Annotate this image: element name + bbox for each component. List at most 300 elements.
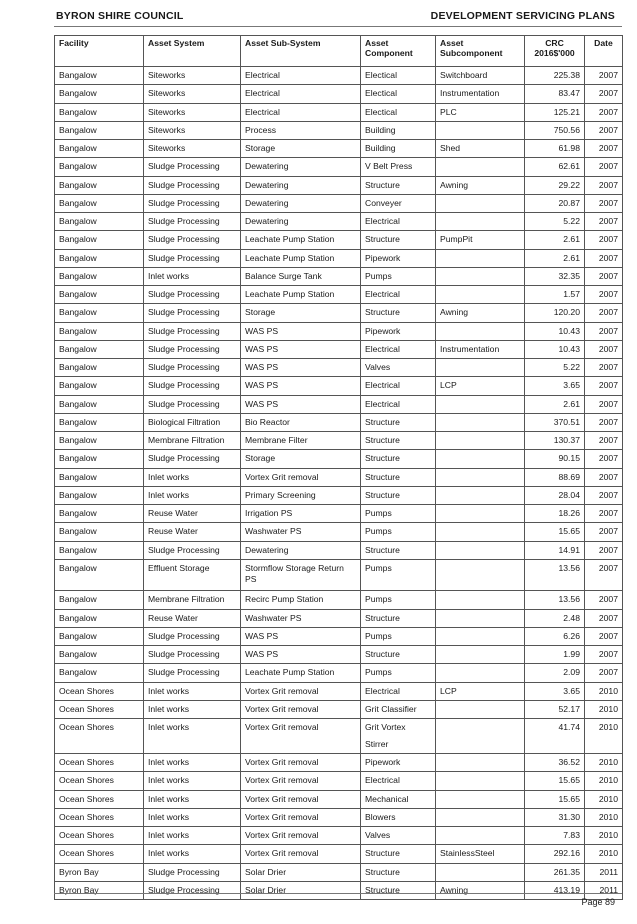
page-number: Page 89: [581, 897, 615, 907]
facility-cell: Ocean Shores: [55, 772, 144, 790]
date-cell: 2007: [585, 432, 623, 450]
table-row: [55, 863, 623, 881]
crc-cell: 7.83: [525, 827, 585, 845]
date-cell: 2010: [585, 845, 623, 863]
header-label: Subcomponent: [440, 47, 503, 58]
asset-system-cell: Inlet works: [144, 790, 241, 808]
date-cell: 2010: [585, 827, 623, 845]
col-facility-header: [55, 36, 144, 67]
table-row: [55, 827, 623, 845]
asset-component-cell: Electrical: [361, 213, 436, 231]
col-asset-subcomponent-header: [436, 36, 525, 67]
table-row: [55, 468, 623, 486]
asset-subcomponent-cell: [436, 322, 525, 340]
asset-component-cell: Structure: [361, 863, 436, 881]
date-cell: 2007: [585, 523, 623, 541]
date-cell: 2007: [585, 304, 623, 322]
table-row: [55, 700, 623, 718]
date-cell: 2010: [585, 772, 623, 790]
asset-sub-system-cell: Washwater PS: [241, 523, 361, 541]
table-row: [55, 881, 623, 899]
asset-subcomponent-cell: [436, 808, 525, 826]
table-row: [55, 719, 623, 754]
table-row: [55, 790, 623, 808]
date-cell: 2010: [585, 808, 623, 826]
asset-component-cell: Structure: [361, 468, 436, 486]
asset-component-cell: Structure: [361, 176, 436, 194]
facility-cell: Bangalow: [55, 609, 144, 627]
asset-sub-system-cell: Stormflow Storage Return PS: [241, 559, 361, 591]
asset-component-cell: Blowers: [361, 808, 436, 826]
date-cell: 2007: [585, 377, 623, 395]
asset-system-cell: Inlet works: [144, 267, 241, 285]
crc-cell: 62.61: [525, 158, 585, 176]
facility-cell: Bangalow: [55, 486, 144, 504]
crc-cell: 13.56: [525, 591, 585, 609]
col-date-header: [585, 36, 623, 67]
crc-cell: 1.57: [525, 286, 585, 304]
asset-system-cell: Sludge Processing: [144, 213, 241, 231]
crc-cell: 292.16: [525, 845, 585, 863]
asset-system-cell: Effluent Storage: [144, 559, 241, 591]
asset-subcomponent-cell: Instrumentation: [436, 85, 525, 103]
asset-component-cell: Structure: [361, 486, 436, 504]
crc-cell: 3.65: [525, 377, 585, 395]
asset-sub-system-cell: Electrical: [241, 85, 361, 103]
crc-cell: 18.26: [525, 505, 585, 523]
facility-cell: Bangalow: [55, 267, 144, 285]
asset-subcomponent-cell: [436, 664, 525, 682]
table-row: [55, 450, 623, 468]
asset-component-cell: Electrical: [361, 772, 436, 790]
table-row: [55, 103, 623, 121]
asset-sub-system-cell: Membrane Filter: [241, 432, 361, 450]
header-label: 2016$'000: [534, 47, 575, 58]
asset-system-cell: Inlet works: [144, 682, 241, 700]
asset-component-cell: Structure: [361, 541, 436, 559]
facility-cell: Bangalow: [55, 664, 144, 682]
date-cell: 2007: [585, 322, 623, 340]
table-row: [55, 267, 623, 285]
date-cell: 2007: [585, 591, 623, 609]
asset-sub-system-cell: Vortex Grit removal: [241, 754, 361, 772]
header-label: Date: [594, 38, 613, 48]
asset-system-cell: Inlet works: [144, 845, 241, 863]
facility-cell: Bangalow: [55, 249, 144, 267]
crc-cell: 225.38: [525, 67, 585, 85]
asset-subcomponent-cell: [436, 413, 525, 431]
asset-subcomponent-cell: [436, 523, 525, 541]
asset-subcomponent-cell: Awning: [436, 176, 525, 194]
asset-sub-system-cell: Vortex Grit removal: [241, 772, 361, 790]
asset-system-cell: Inlet works: [144, 827, 241, 845]
asset-sub-system-cell: Storage: [241, 304, 361, 322]
asset-system-cell: Inlet works: [144, 719, 241, 754]
table-row: [55, 304, 623, 322]
asset-system-cell: Sludge Processing: [144, 304, 241, 322]
council-name: BYRON SHIRE COUNCIL: [56, 10, 184, 22]
asset-sub-system-cell: Storage: [241, 450, 361, 468]
asset-subcomponent-cell: PLC: [436, 103, 525, 121]
asset-sub-system-cell: Leachate Pump Station: [241, 664, 361, 682]
table-row: [55, 432, 623, 450]
asset-subcomponent-cell: [436, 395, 525, 413]
asset-component-cell: Structure: [361, 304, 436, 322]
date-cell: 2007: [585, 468, 623, 486]
asset-system-cell: Membrane Filtration: [144, 432, 241, 450]
asset-subcomponent-cell: [436, 432, 525, 450]
asset-component-cell: Structure: [361, 413, 436, 431]
table-row: [55, 85, 623, 103]
table-row: [55, 754, 623, 772]
date-cell: 2007: [585, 646, 623, 664]
asset-system-cell: Sludge Processing: [144, 194, 241, 212]
asset-subcomponent-cell: [436, 194, 525, 212]
asset-sub-system-cell: Vortex Grit removal: [241, 682, 361, 700]
asset-component-cell: Pumps: [361, 591, 436, 609]
date-cell: 2007: [585, 176, 623, 194]
asset-subcomponent-cell: Switchboard: [436, 67, 525, 85]
facility-cell: Byron Bay: [55, 881, 144, 899]
asset-subcomponent-cell: [436, 359, 525, 377]
asset-sub-system-cell: Dewatering: [241, 541, 361, 559]
crc-cell: 413.19: [525, 881, 585, 899]
crc-cell: 83.47: [525, 85, 585, 103]
asset-subcomponent-cell: [436, 559, 525, 591]
date-cell: 2010: [585, 719, 623, 754]
table-row: [55, 772, 623, 790]
asset-subcomponent-cell: [436, 486, 525, 504]
facility-cell: Bangalow: [55, 377, 144, 395]
header-label: Component: [365, 47, 413, 58]
asset-system-cell: Reuse Water: [144, 523, 241, 541]
table-row: [55, 395, 623, 413]
asset-subcomponent-cell: [436, 609, 525, 627]
table-row: [55, 194, 623, 212]
table-row: [55, 627, 623, 645]
asset-subcomponent-cell: LCP: [436, 682, 525, 700]
asset-system-cell: Siteworks: [144, 85, 241, 103]
crc-cell: 10.43: [525, 322, 585, 340]
asset-subcomponent-cell: [436, 754, 525, 772]
asset-sub-system-cell: Vortex Grit removal: [241, 808, 361, 826]
asset-sub-system-cell: WAS PS: [241, 395, 361, 413]
facility-cell: Ocean Shores: [55, 808, 144, 826]
asset-sub-system-cell: Electrical: [241, 67, 361, 85]
date-cell: 2007: [585, 67, 623, 85]
asset-component-cell: V Belt Press: [361, 158, 436, 176]
asset-subcomponent-cell: [436, 158, 525, 176]
crc-cell: 14.91: [525, 541, 585, 559]
facility-cell: Bangalow: [55, 468, 144, 486]
asset-component-cell: Electrical: [361, 395, 436, 413]
table-body: [55, 67, 623, 900]
asset-system-cell: Sludge Processing: [144, 646, 241, 664]
crc-cell: 370.51: [525, 413, 585, 431]
date-cell: 2007: [585, 340, 623, 358]
asset-system-cell: Reuse Water: [144, 505, 241, 523]
asset-subcomponent-cell: [436, 541, 525, 559]
crc-cell: 20.87: [525, 194, 585, 212]
facility-cell: Bangalow: [55, 67, 144, 85]
date-cell: 2011: [585, 881, 623, 899]
facility-cell: Bangalow: [55, 541, 144, 559]
date-cell: 2007: [585, 664, 623, 682]
asset-sub-system-cell: WAS PS: [241, 340, 361, 358]
facility-cell: Ocean Shores: [55, 845, 144, 863]
asset-sub-system-cell: WAS PS: [241, 322, 361, 340]
asset-subcomponent-cell: [436, 286, 525, 304]
date-cell: 2007: [585, 395, 623, 413]
date-cell: 2007: [585, 505, 623, 523]
crc-cell: 36.52: [525, 754, 585, 772]
asset-subcomponent-cell: [436, 505, 525, 523]
table-row: [55, 286, 623, 304]
facility-cell: Ocean Shores: [55, 700, 144, 718]
crc-cell: 3.65: [525, 682, 585, 700]
date-cell: 2007: [585, 158, 623, 176]
table-row: [55, 591, 623, 609]
date-cell: 2007: [585, 413, 623, 431]
date-cell: 2007: [585, 194, 623, 212]
document-title: DEVELOPMENT SERVICING PLANS: [430, 10, 615, 22]
asset-sub-system-cell: Leachate Pump Station: [241, 286, 361, 304]
asset-system-cell: Sludge Processing: [144, 450, 241, 468]
asset-system-cell: Siteworks: [144, 67, 241, 85]
date-cell: 2010: [585, 754, 623, 772]
date-cell: 2007: [585, 286, 623, 304]
table-header-row: [55, 36, 623, 67]
asset-sub-system-cell: Bio Reactor: [241, 413, 361, 431]
asset-component-cell: Pumps: [361, 559, 436, 591]
asset-sub-system-cell: Primary Screening: [241, 486, 361, 504]
asset-sub-system-cell: Balance Surge Tank: [241, 267, 361, 285]
asset-component-cell: Grit Classifier: [361, 700, 436, 718]
asset-component-cell: Electrical: [361, 682, 436, 700]
asset-sub-system-cell: Washwater PS: [241, 609, 361, 627]
col-crc-header: [525, 36, 585, 67]
crc-cell: 29.22: [525, 176, 585, 194]
asset-component-cell: Structure: [361, 881, 436, 899]
date-cell: 2007: [585, 121, 623, 139]
col-asset-sub-system-header: [241, 36, 361, 67]
asset-sub-system-cell: Irrigation PS: [241, 505, 361, 523]
asset-component-cell: Conveyer: [361, 194, 436, 212]
asset-system-cell: Siteworks: [144, 121, 241, 139]
asset-system-cell: Sludge Processing: [144, 249, 241, 267]
asset-component-cell: Mechanical: [361, 790, 436, 808]
asset-component-cell: Pumps: [361, 664, 436, 682]
asset-subcomponent-cell: [436, 627, 525, 645]
crc-cell: 88.69: [525, 468, 585, 486]
facility-cell: Ocean Shores: [55, 682, 144, 700]
date-cell: 2007: [585, 267, 623, 285]
crc-cell: 130.37: [525, 432, 585, 450]
table-row: [55, 413, 623, 431]
asset-component-cell: Pipework: [361, 322, 436, 340]
asset-subcomponent-cell: Awning: [436, 304, 525, 322]
asset-subcomponent-cell: [436, 213, 525, 231]
crc-cell: 15.65: [525, 790, 585, 808]
asset-subcomponent-cell: [436, 827, 525, 845]
facility-cell: Bangalow: [55, 322, 144, 340]
asset-subcomponent-cell: [436, 249, 525, 267]
asset-system-cell: Sludge Processing: [144, 863, 241, 881]
date-cell: 2011: [585, 863, 623, 881]
asset-component-cell: Structure: [361, 450, 436, 468]
asset-component-cell: Electical: [361, 103, 436, 121]
date-cell: 2007: [585, 627, 623, 645]
facility-cell: Bangalow: [55, 627, 144, 645]
facility-cell: Ocean Shores: [55, 790, 144, 808]
asset-component-cell: Valves: [361, 827, 436, 845]
asset-system-cell: Membrane Filtration: [144, 591, 241, 609]
asset-sub-system-cell: Storage: [241, 140, 361, 158]
asset-system-cell: Inlet works: [144, 808, 241, 826]
asset-sub-system-cell: Vortex Grit removal: [241, 827, 361, 845]
date-cell: 2007: [585, 103, 623, 121]
asset-system-cell: Sludge Processing: [144, 664, 241, 682]
crc-cell: 2.61: [525, 395, 585, 413]
asset-component-cell: Electical: [361, 85, 436, 103]
asset-subcomponent-cell: Awning: [436, 881, 525, 899]
asset-component-cell: Pumps: [361, 267, 436, 285]
date-cell: 2010: [585, 700, 623, 718]
asset-subcomponent-cell: [436, 772, 525, 790]
facility-cell: Ocean Shores: [55, 719, 144, 754]
asset-system-cell: Sludge Processing: [144, 359, 241, 377]
asset-system-cell: Sludge Processing: [144, 286, 241, 304]
asset-sub-system-cell: WAS PS: [241, 377, 361, 395]
asset-system-cell: Inlet works: [144, 772, 241, 790]
crc-cell: 261.35: [525, 863, 585, 881]
asset-system-cell: Inlet works: [144, 486, 241, 504]
date-cell: 2007: [585, 359, 623, 377]
crc-cell: 31.30: [525, 808, 585, 826]
asset-sub-system-cell: WAS PS: [241, 627, 361, 645]
crc-cell: 6.26: [525, 627, 585, 645]
facility-cell: Bangalow: [55, 213, 144, 231]
facility-cell: Bangalow: [55, 140, 144, 158]
crc-cell: 750.56: [525, 121, 585, 139]
facility-cell: Bangalow: [55, 450, 144, 468]
asset-sub-system-cell: Dewatering: [241, 158, 361, 176]
date-cell: 2007: [585, 559, 623, 591]
asset-sub-system-cell: Electrical: [241, 103, 361, 121]
asset-subcomponent-cell: [436, 468, 525, 486]
asset-component-cell: Building: [361, 140, 436, 158]
table-row: [55, 682, 623, 700]
asset-sub-system-cell: Leachate Pump Station: [241, 231, 361, 249]
asset-sub-system-cell: WAS PS: [241, 646, 361, 664]
asset-component-cell: Pipework: [361, 754, 436, 772]
asset-sub-system-cell: Vortex Grit removal: [241, 790, 361, 808]
table-row: [55, 340, 623, 358]
asset-component-cell: Structure: [361, 646, 436, 664]
table-row: [55, 67, 623, 85]
asset-system-cell: Inlet works: [144, 468, 241, 486]
header-rule: [54, 26, 622, 27]
asset-subcomponent-cell: [436, 450, 525, 468]
date-cell: 2007: [585, 140, 623, 158]
table-row: [55, 121, 623, 139]
header-label: Asset: [440, 38, 464, 48]
facility-cell: Bangalow: [55, 176, 144, 194]
header-label: Asset: [365, 38, 389, 48]
asset-system-cell: Sludge Processing: [144, 395, 241, 413]
crc-cell: 1.99: [525, 646, 585, 664]
crc-cell: 52.17: [525, 700, 585, 718]
facility-cell: Bangalow: [55, 432, 144, 450]
facility-cell: Bangalow: [55, 121, 144, 139]
date-cell: 2007: [585, 609, 623, 627]
facility-cell: Bangalow: [55, 591, 144, 609]
asset-subcomponent-cell: [436, 646, 525, 664]
asset-system-cell: Sludge Processing: [144, 881, 241, 899]
asset-subcomponent-cell: [436, 863, 525, 881]
asset-sub-system-cell: Dewatering: [241, 213, 361, 231]
asset-subcomponent-cell: [436, 267, 525, 285]
crc-cell: 125.21: [525, 103, 585, 121]
asset-sub-system-cell: Dewatering: [241, 194, 361, 212]
date-cell: 2007: [585, 541, 623, 559]
table-row: [55, 486, 623, 504]
asset-subcomponent-cell: Instrumentation: [436, 340, 525, 358]
col-asset-system-header: [144, 36, 241, 67]
asset-subcomponent-cell: [436, 591, 525, 609]
date-cell: 2010: [585, 790, 623, 808]
asset-subcomponent-cell: [436, 700, 525, 718]
crc-cell: 2.09: [525, 664, 585, 682]
asset-sub-system-cell: Vortex Grit removal: [241, 468, 361, 486]
asset-system-cell: Sludge Processing: [144, 158, 241, 176]
asset-component-cell: Valves: [361, 359, 436, 377]
asset-sub-system-cell: Vortex Grit removal: [241, 700, 361, 718]
page-header: [0, 10, 637, 26]
date-cell: 2010: [585, 682, 623, 700]
table-row: [55, 158, 623, 176]
facility-cell: Bangalow: [55, 231, 144, 249]
asset-component-cell: Building: [361, 121, 436, 139]
table-row: [55, 646, 623, 664]
date-cell: 2007: [585, 249, 623, 267]
crc-cell: 5.22: [525, 359, 585, 377]
asset-sub-system-cell: Solar Drier: [241, 881, 361, 899]
facility-cell: Bangalow: [55, 340, 144, 358]
asset-component-cell: Grit Vortex Stirrer: [361, 719, 436, 754]
asset-component-cell: Structure: [361, 609, 436, 627]
crc-cell: 32.35: [525, 267, 585, 285]
asset-component-cell: Structure: [361, 845, 436, 863]
date-cell: 2007: [585, 213, 623, 231]
asset-component-cell: Structure: [361, 231, 436, 249]
facility-cell: Bangalow: [55, 523, 144, 541]
table-row: [55, 505, 623, 523]
asset-sub-system-cell: Solar Drier: [241, 863, 361, 881]
asset-system-cell: Sludge Processing: [144, 377, 241, 395]
asset-system-cell: Reuse Water: [144, 609, 241, 627]
asset-sub-system-cell: WAS PS: [241, 359, 361, 377]
asset-component-cell: Pumps: [361, 627, 436, 645]
facility-cell: Bangalow: [55, 395, 144, 413]
asset-component-cell: Electrical: [361, 286, 436, 304]
table-row: [55, 559, 623, 591]
date-cell: 2007: [585, 231, 623, 249]
table-row: [55, 231, 623, 249]
facility-cell: Byron Bay: [55, 863, 144, 881]
col-asset-component-header: [361, 36, 436, 67]
facility-cell: Bangalow: [55, 359, 144, 377]
